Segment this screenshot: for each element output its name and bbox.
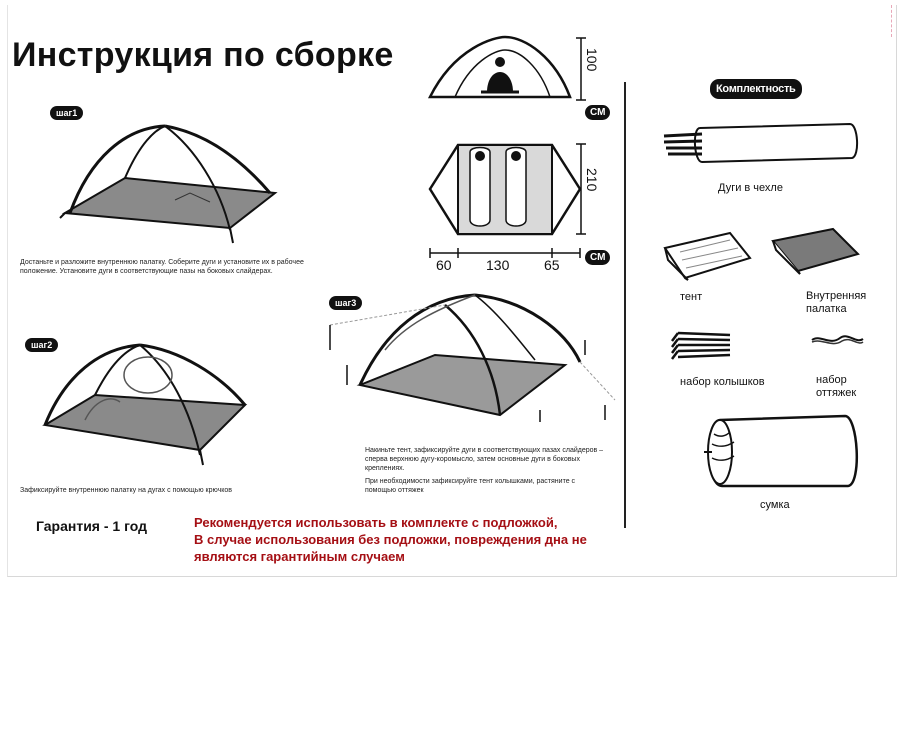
height-value: 100 [584, 48, 600, 72]
warning-text [194, 514, 587, 565]
step3-badge: шаг3 [329, 296, 362, 310]
kit-item-guylines-label: набор оттяжек [816, 374, 857, 399]
step2-badge: шаг2 [25, 338, 58, 352]
poles-in-case-image [662, 122, 862, 164]
step1-text: Достаньте и разложите внутреннюю палатку. Соберите дуги и установите их в рабочее положение. Установите дуги в соответствующие пазы на боковых слайдерах. [20, 259, 304, 275]
step1-illustration [55, 118, 290, 248]
kit-item-fly-label: тент [680, 291, 703, 303]
guarantee-text: Гарантия - 1 год [36, 518, 147, 534]
unit-badge-top: СМ [585, 105, 610, 120]
step2-text: Зафиксируйте внутреннюю палатку на дугах с помощью крючков [20, 487, 232, 494]
kit-item-bag-label: сумка [760, 499, 790, 511]
kit-item-inner-label: Внутренняя палатка [806, 290, 867, 315]
warning-line-3: являются гарантийным случаем [194, 549, 405, 564]
tent-top-view [430, 142, 580, 237]
kit-item-pegs-label: набор колышков [680, 376, 765, 388]
width-left-value: 60 [436, 257, 452, 273]
warning-line-2: В случае использования без подложки, повреждения дна не [194, 532, 587, 547]
bag-image [700, 414, 860, 489]
step3-illustration [325, 290, 615, 430]
section-divider [624, 82, 626, 528]
length-value: 210 [584, 168, 600, 192]
step1-badge: шаг1 [50, 106, 83, 120]
tent-side-view [425, 32, 575, 102]
unit-badge-bottom: СМ [585, 250, 610, 265]
page-title: Инструкция по сборке [12, 36, 394, 74]
width-middle-value: 130 [486, 257, 510, 273]
kit-item-poles-label: Дуги в чехле [718, 182, 783, 194]
step3-text-2: При необходимости зафиксируйте тент колышками, растяните с помощью оттяжек [365, 478, 576, 494]
width-right-value: 65 [544, 257, 560, 273]
step3-text: Накиньте тент, зафиксируйте дуги в соответствующих пазах слайдеров – сперва верхнюю дугу-коромысло, затем основные дуги в боковых креплениях. [365, 447, 604, 472]
step2-illustration [40, 340, 260, 470]
kit-title-badge: Комплектность [710, 79, 802, 99]
warning-line-1: Рекомендуется использовать в комплекте с подложкой, [194, 515, 558, 530]
inner-tent-image [768, 226, 863, 276]
corner-mark [879, 5, 892, 37]
guy-lines-image [810, 330, 865, 350]
tent-fly-image [660, 228, 755, 283]
pegs-image [668, 325, 733, 365]
